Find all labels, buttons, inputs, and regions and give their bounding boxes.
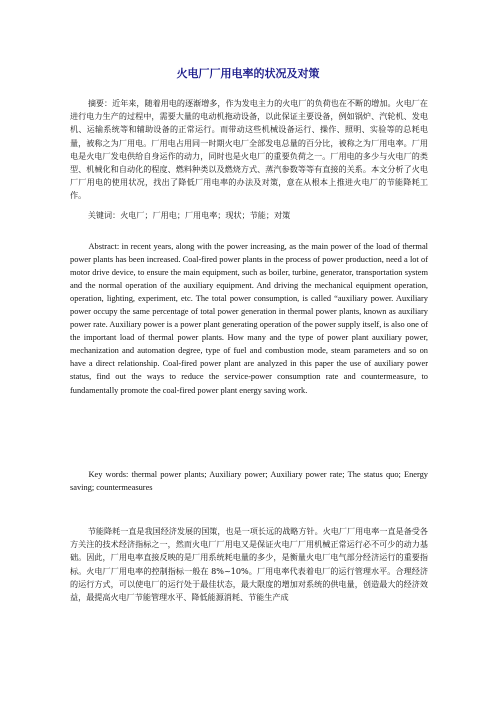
chinese-abstract: 摘要：近年来，随着用电的逐渐增多，作为发电主力的火电厂的负荷也在不断的增加。火电厂在进行电力生产的过程中，需要大量的电动机拖动设备，以此保证主要设备，例如锅炉、汽轮机、发电机、运输系统等和辅助设备的正常运行。而带动这些机械设备运行、操作、照明、实验等的总耗电量，被称之为厂用电。厂用电占用同一时期火电厂全部发电总量的百分比，被称之为厂用电率。厂用电是火电厂发电供给自身运作的动力，同时也是火电厂的重要负荷之一。厂用电的多少与火电厂的类型、机械化和自动化的程度、燃料种类以及燃烧方式、蒸汽参数等等有直接的关系。本文分析了火电厂厂用电的使用状况，找出了降低厂用电率的办法及对策，意在从根本上推进火电厂的节能降耗工作。 [70,98,428,201]
body-paragraph: 节能降耗一直是我国经济发展的国策，也是一项长远的战略方针。火电厂厂用电率一直是备受各方关注的技术经济指标之一，然而火电厂厂用电又是保证火电厂厂用机械正常运行必不可少的动力基础。因此，厂用电率直接反映的是厂用系统耗电量的多少，是衡量火电厂电气部分经济运行的重要指标。火电厂厂用电率的控制指标一般在 8%~10%。厂用电率代表着电厂的运行管理水平。合理经济的运行方式，可以使电厂的运行处于最佳状态，最大限度的增加对系统的供电量，创造最大的经济效益，最提高火电厂节能管理水平、降低能源消耗、节能生产成 [70,526,428,603]
english-abstract: Abstract: in recent years, along with the power increasing, as the main power of the load of thermal power plants has been increased. Coal-fired power plants in the process of power production, need a lot of motor drive device, to ensure the main equipment, such as boiler, turbine, generator, transportation system and the normal operation of the auxiliary equipment. And driving the mechanical equipment operation, operation, lighting, experiment, etc. The total power consumption, is called “auxiliary power. Auxiliary power occupy the same percentage of total power generation in thermal power plants, known as auxiliary power rate. Auxiliary power is a power plant generating operation of the power supply itself, is also one of the important load of thermal power plants. How many and the type of power plant auxiliary power, mechanization and automation degree, type of fuel and combustion mode, steam parameters and so on have a direct relationship. Coal-fired power plant are analyzed in this paper the use of auxiliary power status, find out the ways to reduce the service-power consumption rate and countermeasure, to fundamentally promote the coal-fired power plant energy saving work. [70,242,428,395]
english-keywords: Key words: thermal power plants; Auxiliary power; Auxiliary power rate; The status quo; Energy saving; countermeasures [70,470,428,492]
chinese-keywords: 关键词：火电厂；厂用电；厂用电率；现状；节能；对策 [87,210,291,220]
page-title: 火电厂厂用电率的状况及对策 [176,67,320,80]
